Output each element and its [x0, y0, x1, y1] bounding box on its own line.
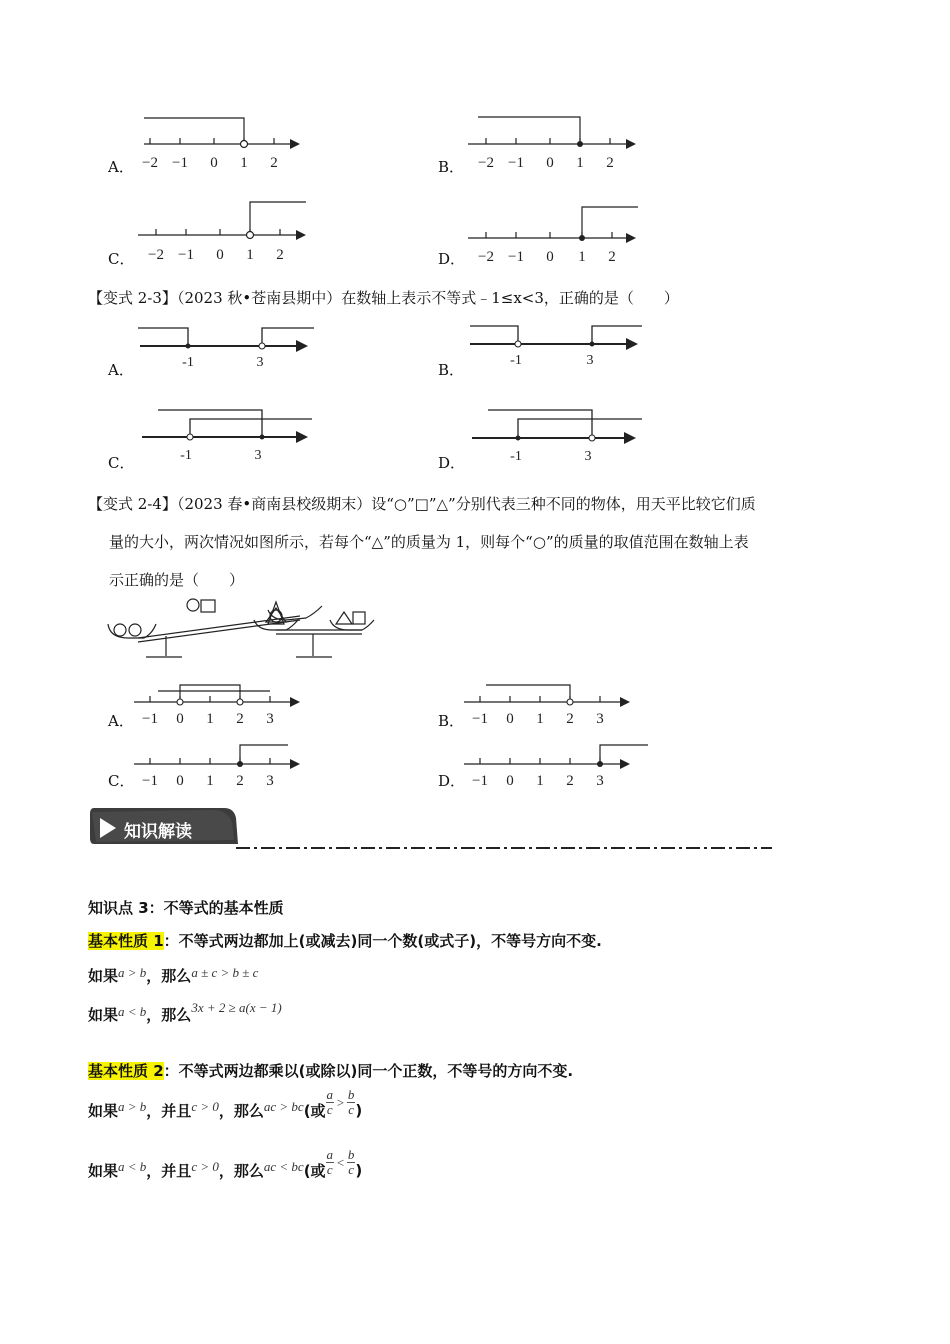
tick-label: 2	[270, 155, 278, 171]
svg-text:2: 2	[236, 711, 244, 727]
option-label[interactable]: D．	[438, 250, 466, 268]
text-then: ，那么	[146, 1006, 192, 1024]
option-label[interactable]: A．	[108, 361, 134, 379]
math-condition: a > b	[118, 965, 147, 980]
svg-text:−1: −1	[472, 711, 488, 727]
scale-2	[254, 602, 374, 657]
text-or-open: (或	[303, 1102, 326, 1120]
svg-text:1: 1	[536, 711, 544, 727]
number-line-2-3-c	[140, 404, 320, 466]
number-line-prev-b	[466, 110, 646, 176]
svg-text:3: 3	[266, 711, 274, 727]
svg-text:0: 0	[506, 711, 514, 727]
svg-text:3: 3	[254, 448, 262, 463]
number-line-2-4-a	[130, 680, 310, 730]
math-result: ac < bc	[263, 1158, 304, 1174]
svg-text:-1: -1	[510, 353, 522, 368]
tick-label: −2	[142, 155, 158, 171]
text-then: ，那么	[218, 1102, 264, 1120]
svg-text:−1: −1	[472, 773, 488, 789]
fraction-a-over-c: $\frac{a}{c}$	[326, 1087, 334, 1117]
svg-text:−1: −1	[142, 773, 158, 789]
property-2-example-2	[88, 1147, 363, 1185]
text-if: 如果	[88, 1162, 119, 1180]
svg-text:3: 3	[596, 711, 604, 727]
math-result: 3x + 2 ≥ a(x − 1)	[191, 1000, 282, 1015]
property-1-example-2	[88, 1000, 282, 1025]
svg-text:−2: −2	[478, 249, 494, 265]
property-1-label: 基本性质 1	[88, 932, 164, 950]
tick-label: −1	[172, 155, 188, 171]
question-text: （2023 秋•苍南县期中）在数轴上表示不等式﹣1≤x<3，正确的是（ ）	[176, 289, 679, 307]
svg-text:3: 3	[596, 773, 604, 789]
knowledge-heading: 知识点 3：不等式的基本性质	[88, 899, 284, 917]
property-1-example-1	[88, 965, 258, 986]
solution-bracket	[250, 202, 306, 232]
option-label[interactable]: D．	[438, 454, 466, 472]
svg-text:2: 2	[236, 773, 244, 789]
property-2-example-1	[88, 1087, 363, 1125]
text-or-close: )	[355, 1161, 363, 1180]
text-or-open: (或	[303, 1162, 326, 1180]
fraction-b-over-c: $\frac{b}{c}$	[347, 1147, 355, 1177]
svg-text:-1: -1	[510, 449, 522, 464]
svg-text:0: 0	[546, 155, 554, 171]
text-and: ，并且	[146, 1162, 192, 1180]
svg-text:0: 0	[506, 773, 514, 789]
banner-title: 知识解读	[124, 822, 192, 842]
tick-label: 0	[210, 155, 218, 171]
option-label[interactable]: B．	[438, 712, 465, 730]
fraction-b-over-c: $\frac{b}{c}$	[347, 1087, 355, 1117]
number-line-2-3-d	[470, 404, 650, 466]
number-line-prev-c	[136, 196, 316, 268]
svg-text:−1: −1	[508, 155, 524, 171]
property-2-text: ：不等式两边都乘以(或除以)同一个正数，不等号的方向不变.	[163, 1062, 574, 1080]
svg-text:3: 3	[586, 353, 594, 368]
svg-text:0: 0	[176, 773, 184, 789]
text-then: ，那么	[218, 1162, 264, 1180]
svg-text:1: 1	[206, 711, 214, 727]
solution-bracket	[478, 117, 580, 141]
property-2-label: 基本性质 2	[88, 1062, 164, 1080]
option-label[interactable]: D．	[438, 772, 466, 790]
question-text-line2: 量的大小，两次情况如图所示，若每个“△”的质量为 1，则每个“○”的质量的取值范围在数轴上表	[109, 533, 749, 551]
math-result: ac > bc	[263, 1098, 304, 1114]
svg-text:−1: −1	[178, 247, 194, 263]
number-line-2-3-a	[136, 322, 321, 372]
option-label[interactable]: C．	[108, 772, 135, 790]
option-label[interactable]: B．	[438, 158, 465, 176]
svg-text:1: 1	[206, 773, 214, 789]
option-label[interactable]: A．	[108, 712, 134, 730]
svg-text:0: 0	[546, 249, 554, 265]
balance-scales-figure	[100, 594, 390, 664]
svg-text:0: 0	[176, 711, 184, 727]
svg-text:2: 2	[608, 249, 616, 265]
solution-bracket	[144, 118, 244, 141]
math-result: a ± c > b ± c	[191, 965, 259, 980]
math-positive: c > 0	[191, 1098, 219, 1114]
svg-text:-1: -1	[182, 355, 194, 370]
math-condition: a < b	[118, 1158, 147, 1174]
svg-text:1: 1	[578, 249, 586, 265]
question-tag: 【变式 2-4】	[88, 495, 177, 513]
math-positive: c > 0	[191, 1158, 219, 1174]
open-point	[241, 141, 248, 148]
text-if: 如果	[88, 1102, 119, 1120]
text-and: ，并且	[146, 1102, 192, 1120]
math-operator: >	[336, 1094, 345, 1110]
option-label[interactable]: C．	[108, 454, 135, 472]
svg-text:-1: -1	[180, 448, 192, 463]
question-2-3	[88, 287, 679, 309]
svg-text:1: 1	[246, 247, 254, 263]
property-1	[88, 930, 602, 951]
number-line-2-4-b	[460, 680, 640, 730]
svg-text:3: 3	[266, 773, 274, 789]
question-2-4	[88, 493, 868, 591]
svg-text:−1: −1	[508, 249, 524, 265]
svg-text:3: 3	[584, 449, 592, 464]
svg-text:−2: −2	[148, 247, 164, 263]
svg-text:3: 3	[256, 355, 264, 370]
number-line-2-4-d	[460, 740, 650, 790]
tick-label: 1	[240, 155, 248, 171]
text-if: 如果	[88, 967, 119, 985]
math-condition: a > b	[118, 1098, 147, 1114]
svg-text:1: 1	[536, 773, 544, 789]
svg-text:−2: −2	[478, 155, 494, 171]
svg-text:0: 0	[216, 247, 224, 263]
option-label[interactable]: A．	[108, 158, 134, 176]
svg-text:2: 2	[606, 155, 614, 171]
closed-point	[577, 141, 583, 147]
text-then: ，那么	[146, 967, 192, 985]
text-or-close: )	[355, 1101, 363, 1120]
fraction-a-over-c: $\frac{a}{c}$	[326, 1147, 334, 1177]
question-tag: 【变式 2-3】	[88, 289, 177, 307]
svg-text:−1: −1	[142, 711, 158, 727]
option-label[interactable]: B．	[438, 361, 465, 379]
svg-text:2: 2	[566, 773, 574, 789]
property-2	[88, 1060, 573, 1081]
option-label[interactable]: C．	[108, 250, 135, 268]
svg-text:1: 1	[576, 155, 584, 171]
question-text-line1: （2023 春•商南县校级期末）设“○”□”△”分别代表三种不同的物体，用天平比较它们质	[176, 495, 756, 513]
number-line-prev-a	[130, 110, 310, 176]
number-line-prev-d	[466, 200, 646, 268]
number-line-2-3-b	[466, 320, 651, 370]
svg-text:2: 2	[566, 711, 574, 727]
svg-text:2: 2	[276, 247, 284, 263]
text-if: 如果	[88, 1006, 119, 1024]
math-condition: a < b	[118, 1004, 147, 1019]
math-operator: <	[336, 1154, 345, 1170]
number-line-2-4-c	[130, 740, 310, 790]
question-text-line3: 示正确的是（ ）	[109, 571, 245, 589]
property-1-text: ：不等式两边都加上(或减去)同一个数(或式子)，不等号方向不变.	[163, 932, 602, 950]
axis-arrow	[290, 139, 300, 149]
